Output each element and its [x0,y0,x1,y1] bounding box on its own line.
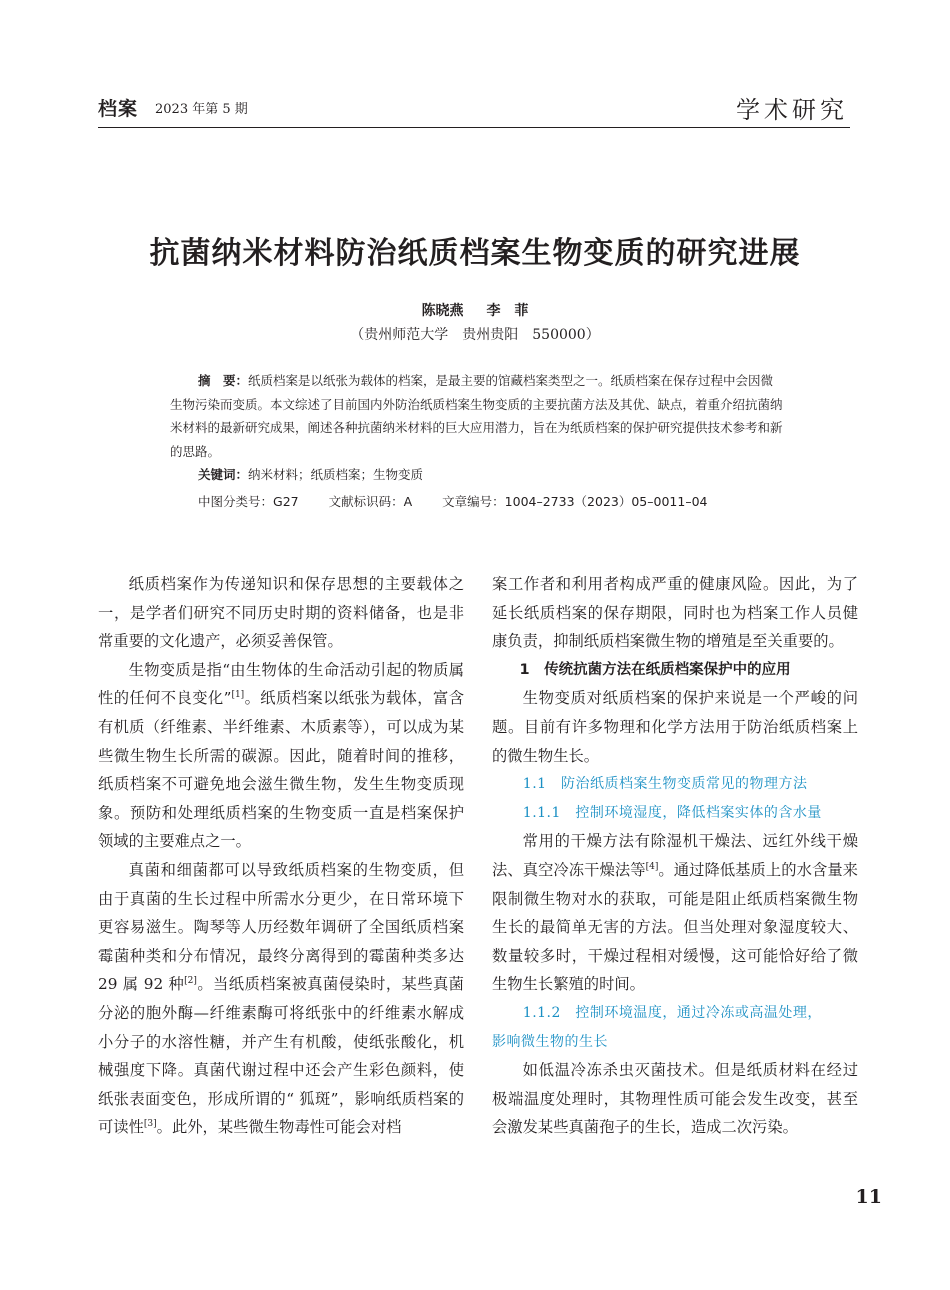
keywords [198,465,423,483]
subsubsection-heading: 1.1.2 控制环境温度，通过冷冻或高温处理， [522,1004,822,1021]
citation: [3] [143,1119,157,1130]
header-rule [98,127,850,128]
author-list [0,300,950,320]
citation: [1] [231,690,245,701]
paragraph: 案工作者和利用者构成严重的健康风险。因此，为了延长纸质档案的保存期限，同时也为档案工作人员健康负责，抑制纸质档案微生物的增殖是至关重要的。 [492,575,858,651]
article-title: 抗菌纳米材料防治纸质档案生物变质的研究进展 [149,236,801,271]
section-heading: 1 传统抗菌方法在纸质档案保护中的应用 [519,661,791,678]
clc-code: 中图分类号：G27 [198,494,299,509]
page-number: 11 [855,1186,882,1208]
section-name: 学术研究 [736,96,848,124]
issue-label: 2023 年第 5 期 [155,102,248,117]
subsection-heading: 1.1 防治纸质档案生物变质常见的物理方法 [522,776,808,793]
affiliation: （贵州师范大学 贵州贵阳 550000） [350,327,600,343]
abstract-label: 摘 要： [198,373,249,388]
author-name: 李 菲 [486,303,529,319]
paragraph: 如低温冷冻杀虫灭菌技术。但是纸质材料在经过极端温度处理时，其物理性质可能会发生改变，甚至会激发某些真菌孢子的生长，造成二次污染。 [492,1061,858,1137]
keywords-text: 纳米材料；纸质档案；生物变质 [248,467,424,482]
journal-logo: 档案 [98,98,139,120]
body-column-left [98,570,464,1142]
author-name: 陈晓燕 [421,303,464,319]
classification-line [198,492,733,510]
body-column-right [492,570,858,1142]
subsubsection-heading-cont: 影响微生物的生长 [492,1033,608,1050]
paragraph: 生物变质是指“由生物体的生命活动引起的物质属性的任何不良变化”[1]。纸质档案以纸张为载体，富含有机质（纤维素、半纤维素、木质素等），可以成为某些微生物生长所需的碳源。因此，随着时间的推移，纸质档案不可避免地会滋生微生物，发生生物变质现象。预防和处理纸质档案的生物变质一直是档案保护领域的主要难点之一。 [98,660,464,851]
paragraph: 生物变质对纸质档案的保护来说是一个严峻的问题。目前有许多物理和化学方法用于防治纸质档案上的微生物生长。 [492,689,858,765]
citation: [2] [184,976,197,987]
paragraph: 常用的干燥方法有除湿机干燥法、远红外线干燥法、真空冷冻干燥法等[4]。通过降低基质上的水含量来限制微生物对水的获取，可能是阻止纸质档案微生物生长的最简单无害的方法。但当处理对象湿度较大、数量较多时，干燥过程相对缓慢，这可能恰好给了微生物生长繁殖的时间。 [492,832,858,994]
abstract-text: 纸质档案是以纸张为载体的档案，是最主要的馆藏档案类型之一。纸质档案在保存过程中会因微生物污染而变质。本文综述了目前国内外防治纸质档案生物变质的主要抗菌方法及其优、缺点，着重介绍抗菌纳米材料的最新研究成果，阐述各种抗菌纳米材料的巨大应用潜力，旨在为纸质档案的保护研究提供技术参考和新的思路。 [170,373,783,459]
document-code: 文献标识码：A [328,494,413,509]
running-header [98,90,850,126]
paragraph: 纸质档案作为传递知识和保存思想的主要载体之一，是学者们研究不同历史时期的资料储备，也是非常重要的文化遗产，必须妥善保管。 [98,575,464,651]
abstract [170,369,784,463]
article-number: 文章编号：1004–2733（2023）05–0011–04 [442,494,708,509]
paragraph: 真菌和细菌都可以导致纸质档案的生物变质，但由于真菌的生长过程中所需水分更少，在日常环境下更容易滋生。陶琴等人历经数年调研了全国纸质档案霉菌种类和分布情况，最终分离得到的霉菌种类多达 29 属 92 种[2]。当纸质档案被真菌侵染时，某些真菌分泌的胞外酶—纤维素酶可将纸张中的纤维素水解成小分子的水溶性糖，并产生有机酸，使纸张酸化，机械强度下降。真菌代谢过程中还会产生彩色颜料，使纸张表面变色，形成所谓的“ 狐斑”，影响纸质档案的可读性[3]。此外，某些微生物毒性可能会对档 [98,860,464,1137]
subsubsection-heading: 1.1.1 控制环境湿度，降低档案实体的含水量 [522,804,822,821]
citation: [4] [645,861,659,872]
keywords-label: 关键词： [198,467,249,482]
